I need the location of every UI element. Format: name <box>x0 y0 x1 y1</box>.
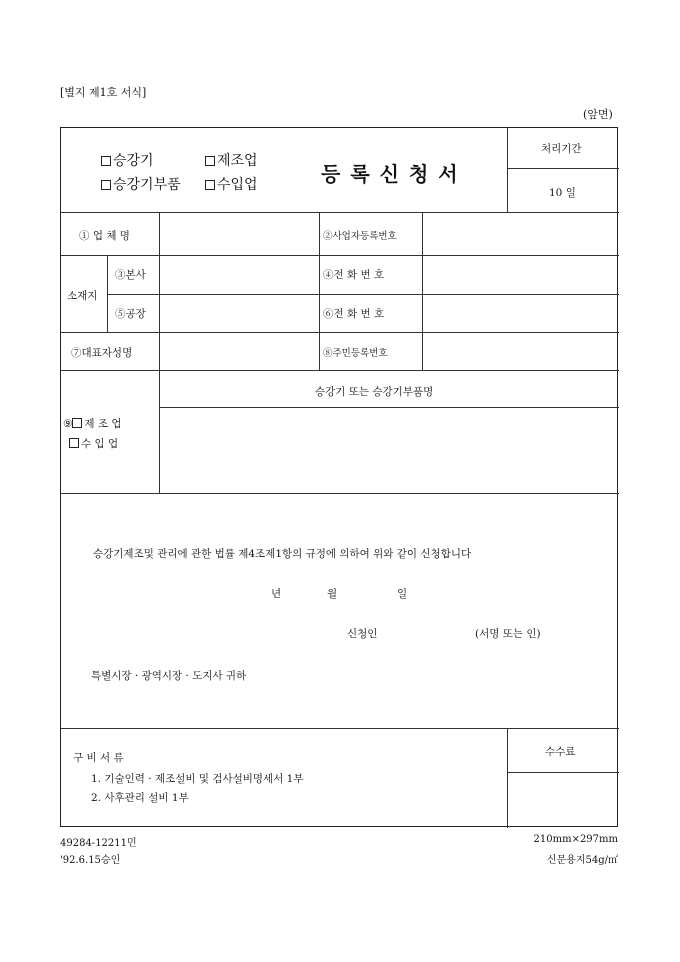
application-statement: 승강기제조및 관리에 관한 법률 제4조제1항의 규정에 의하여 위와 같이 신청합니다 <box>93 548 472 560</box>
resident-reg-no-label: ⑧주민등록번호 <box>323 348 388 359</box>
processing-period-value: 10 일 <box>549 187 576 199</box>
form-code: 49284-12211민 <box>60 838 137 849</box>
option-manufacturing[interactable]: 제조업 <box>205 150 258 170</box>
checkbox-icon[interactable] <box>72 418 82 428</box>
required-doc-2: 2. 사후관리 설비 1부 <box>91 792 189 804</box>
signature-label: (서명 또는 인) <box>475 628 541 640</box>
paper-size: 210mm×297mm <box>533 834 618 845</box>
location-label: 소재지 <box>67 290 98 302</box>
business-type-import[interactable]: 수 입 업 <box>69 436 118 451</box>
company-name-label: ① 업 체 명 <box>79 230 130 242</box>
processing-period-label: 처리기간 <box>541 143 582 155</box>
business-reg-no-label: ②사업자등록번호 <box>323 231 397 242</box>
business-type-manufacturing[interactable]: ⑨ 제 조 업 <box>63 418 122 430</box>
required-docs-title: 구 비 서 류 <box>73 752 124 764</box>
applicant-label: 신청인 <box>347 628 378 640</box>
approval-date: '92.6.15승인 <box>60 855 121 866</box>
phone-label-1: ④전 화 번 호 <box>323 269 385 281</box>
option-elevator[interactable]: 승강기 <box>101 150 154 170</box>
date-month-label: 월 <box>327 588 338 600</box>
fee-label: 수수료 <box>545 746 576 758</box>
phone-label-2: ⑥전 화 번 호 <box>323 308 385 320</box>
product-name-header: 승강기 또는 승강기부품명 <box>315 386 434 398</box>
factory-label: ⑤공장 <box>115 308 146 320</box>
registration-form <box>60 127 618 827</box>
representative-name-label: ⑦대표자성명 <box>71 347 133 359</box>
head-office-label: ③본사 <box>115 269 146 281</box>
business-type-number: ⑨ <box>63 418 73 430</box>
date-year-label: 년 <box>271 588 282 600</box>
option-elevator-parts[interactable]: 승강기부품 <box>101 174 181 194</box>
checkbox-icon[interactable] <box>101 156 111 166</box>
addressee: 특별시장 · 광역시장 · 도지사 귀하 <box>91 670 247 682</box>
form-number: [별지 제1호 서식] <box>60 86 147 99</box>
date-day-label: 일 <box>397 588 408 600</box>
paper-type: 신문용지54g/㎡ <box>546 855 618 866</box>
option-import[interactable]: 수입업 <box>205 174 258 194</box>
form-title: 등록신청서 <box>321 162 468 186</box>
front-side-label: (앞면) <box>583 108 613 121</box>
checkbox-icon[interactable] <box>101 180 111 190</box>
checkbox-icon[interactable] <box>205 156 215 166</box>
checkbox-icon[interactable] <box>205 180 215 190</box>
required-doc-1: 1. 기술인력 · 제조설비 및 검사설비명세서 1부 <box>91 773 304 785</box>
checkbox-icon[interactable] <box>69 438 79 448</box>
